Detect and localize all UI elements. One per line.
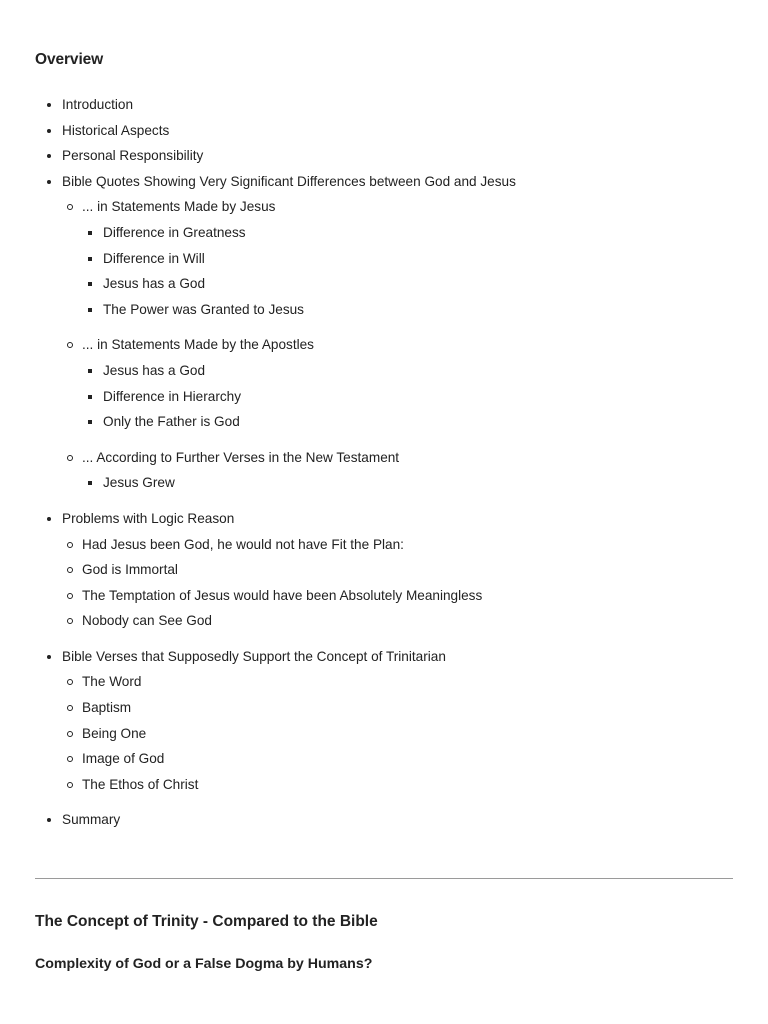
toc-subitem-by-apostles[interactable] <box>62 332 733 434</box>
toc-link[interactable]: Personal Responsibility <box>62 148 204 164</box>
section-heading: The Concept of Trinity - Compared to the Bible <box>35 913 378 930</box>
toc-subitem[interactable] <box>62 772 733 798</box>
toc-subsubitem[interactable] <box>82 384 733 410</box>
toc-link[interactable]: Had Jesus been God, he would not have Fit the Plan: <box>82 536 404 552</box>
toc-link[interactable]: Problems with Logic Reason <box>62 510 235 526</box>
toc-link[interactable]: Difference in Greatness <box>103 224 246 240</box>
toc-subitem-by-jesus[interactable] <box>62 194 733 322</box>
toc-link[interactable]: Jesus has a God <box>103 276 206 292</box>
toc-link[interactable]: Being One <box>82 725 147 741</box>
toc-item-summary[interactable] <box>35 807 733 833</box>
toc-item-personal[interactable] <box>35 143 733 169</box>
toc-link[interactable]: Baptism <box>82 700 132 716</box>
toc-link[interactable]: Jesus has a God <box>103 362 206 378</box>
overview-heading: Overview <box>35 51 104 68</box>
toc-link[interactable]: ... According to Further Verses in the New Testament <box>82 449 400 465</box>
toc-link[interactable]: ... in Statements Made by Jesus <box>82 199 276 215</box>
toc-subitem-further-verses[interactable] <box>62 445 733 496</box>
toc-link[interactable]: Historical Aspects <box>62 122 170 138</box>
toc-subitem[interactable] <box>62 721 733 747</box>
toc-subsubitem[interactable] <box>82 470 733 496</box>
toc-link[interactable]: Jesus Grew <box>103 475 175 491</box>
toc-link[interactable]: Summary <box>62 812 121 828</box>
toc-link[interactable]: God is Immortal <box>82 562 178 578</box>
toc-subsublist <box>82 220 733 322</box>
toc-subitem[interactable] <box>62 669 733 695</box>
table-of-contents <box>35 92 733 833</box>
toc-link[interactable]: Difference in Hierarchy <box>103 388 242 404</box>
toc-subsublist <box>82 358 733 435</box>
toc-link[interactable]: The Word <box>82 674 142 690</box>
section-divider <box>35 878 733 879</box>
toc-link[interactable]: Introduction <box>62 97 134 112</box>
toc-link[interactable]: The Power was Granted to Jesus <box>103 301 304 317</box>
toc-subitem[interactable] <box>62 557 733 583</box>
toc-subsubitem[interactable] <box>82 220 733 246</box>
toc-link[interactable]: The Ethos of Christ <box>82 776 199 792</box>
toc-sublist <box>62 669 733 797</box>
toc-sublist <box>62 194 733 496</box>
toc-subitem[interactable] <box>62 608 733 634</box>
toc-link[interactable]: The Temptation of Jesus would have been Absolutely Meaningless <box>82 587 483 603</box>
toc-link[interactable]: ... in Statements Made by the Apostles <box>82 337 314 353</box>
toc-link[interactable]: Bible Verses that Supposedly Support the Concept of Trinitarian <box>62 648 446 664</box>
toc-item-historical[interactable] <box>35 118 733 144</box>
toc-subitem[interactable] <box>62 695 733 721</box>
toc-subsubitem[interactable] <box>82 297 733 323</box>
toc-item-bible-quotes[interactable] <box>35 169 733 496</box>
toc-item-logic[interactable] <box>35 506 733 634</box>
toc-link[interactable]: Only the Father is God <box>103 414 240 430</box>
toc-item-introduction[interactable] <box>35 92 733 118</box>
toc-link[interactable]: Image of God <box>82 751 165 767</box>
toc-link[interactable]: Nobody can See God <box>82 613 212 629</box>
toc-subsubitem[interactable] <box>82 409 733 435</box>
toc-subsublist <box>82 470 733 496</box>
toc-item-trinitarian[interactable] <box>35 644 733 798</box>
toc-subitem[interactable] <box>62 532 733 558</box>
toc-subitem[interactable] <box>62 746 733 772</box>
toc-sublist <box>62 532 733 634</box>
toc-subsubitem[interactable] <box>82 358 733 384</box>
section-subheading: Complexity of God or a False Dogma by Humans? <box>35 956 373 972</box>
toc-link[interactable]: Bible Quotes Showing Very Significant Differences between God and Jesus <box>62 173 516 189</box>
toc-subsubitem[interactable] <box>82 246 733 272</box>
toc-subsubitem[interactable] <box>82 271 733 297</box>
toc-subitem[interactable] <box>62 583 733 609</box>
toc-link[interactable]: Difference in Will <box>103 250 205 266</box>
